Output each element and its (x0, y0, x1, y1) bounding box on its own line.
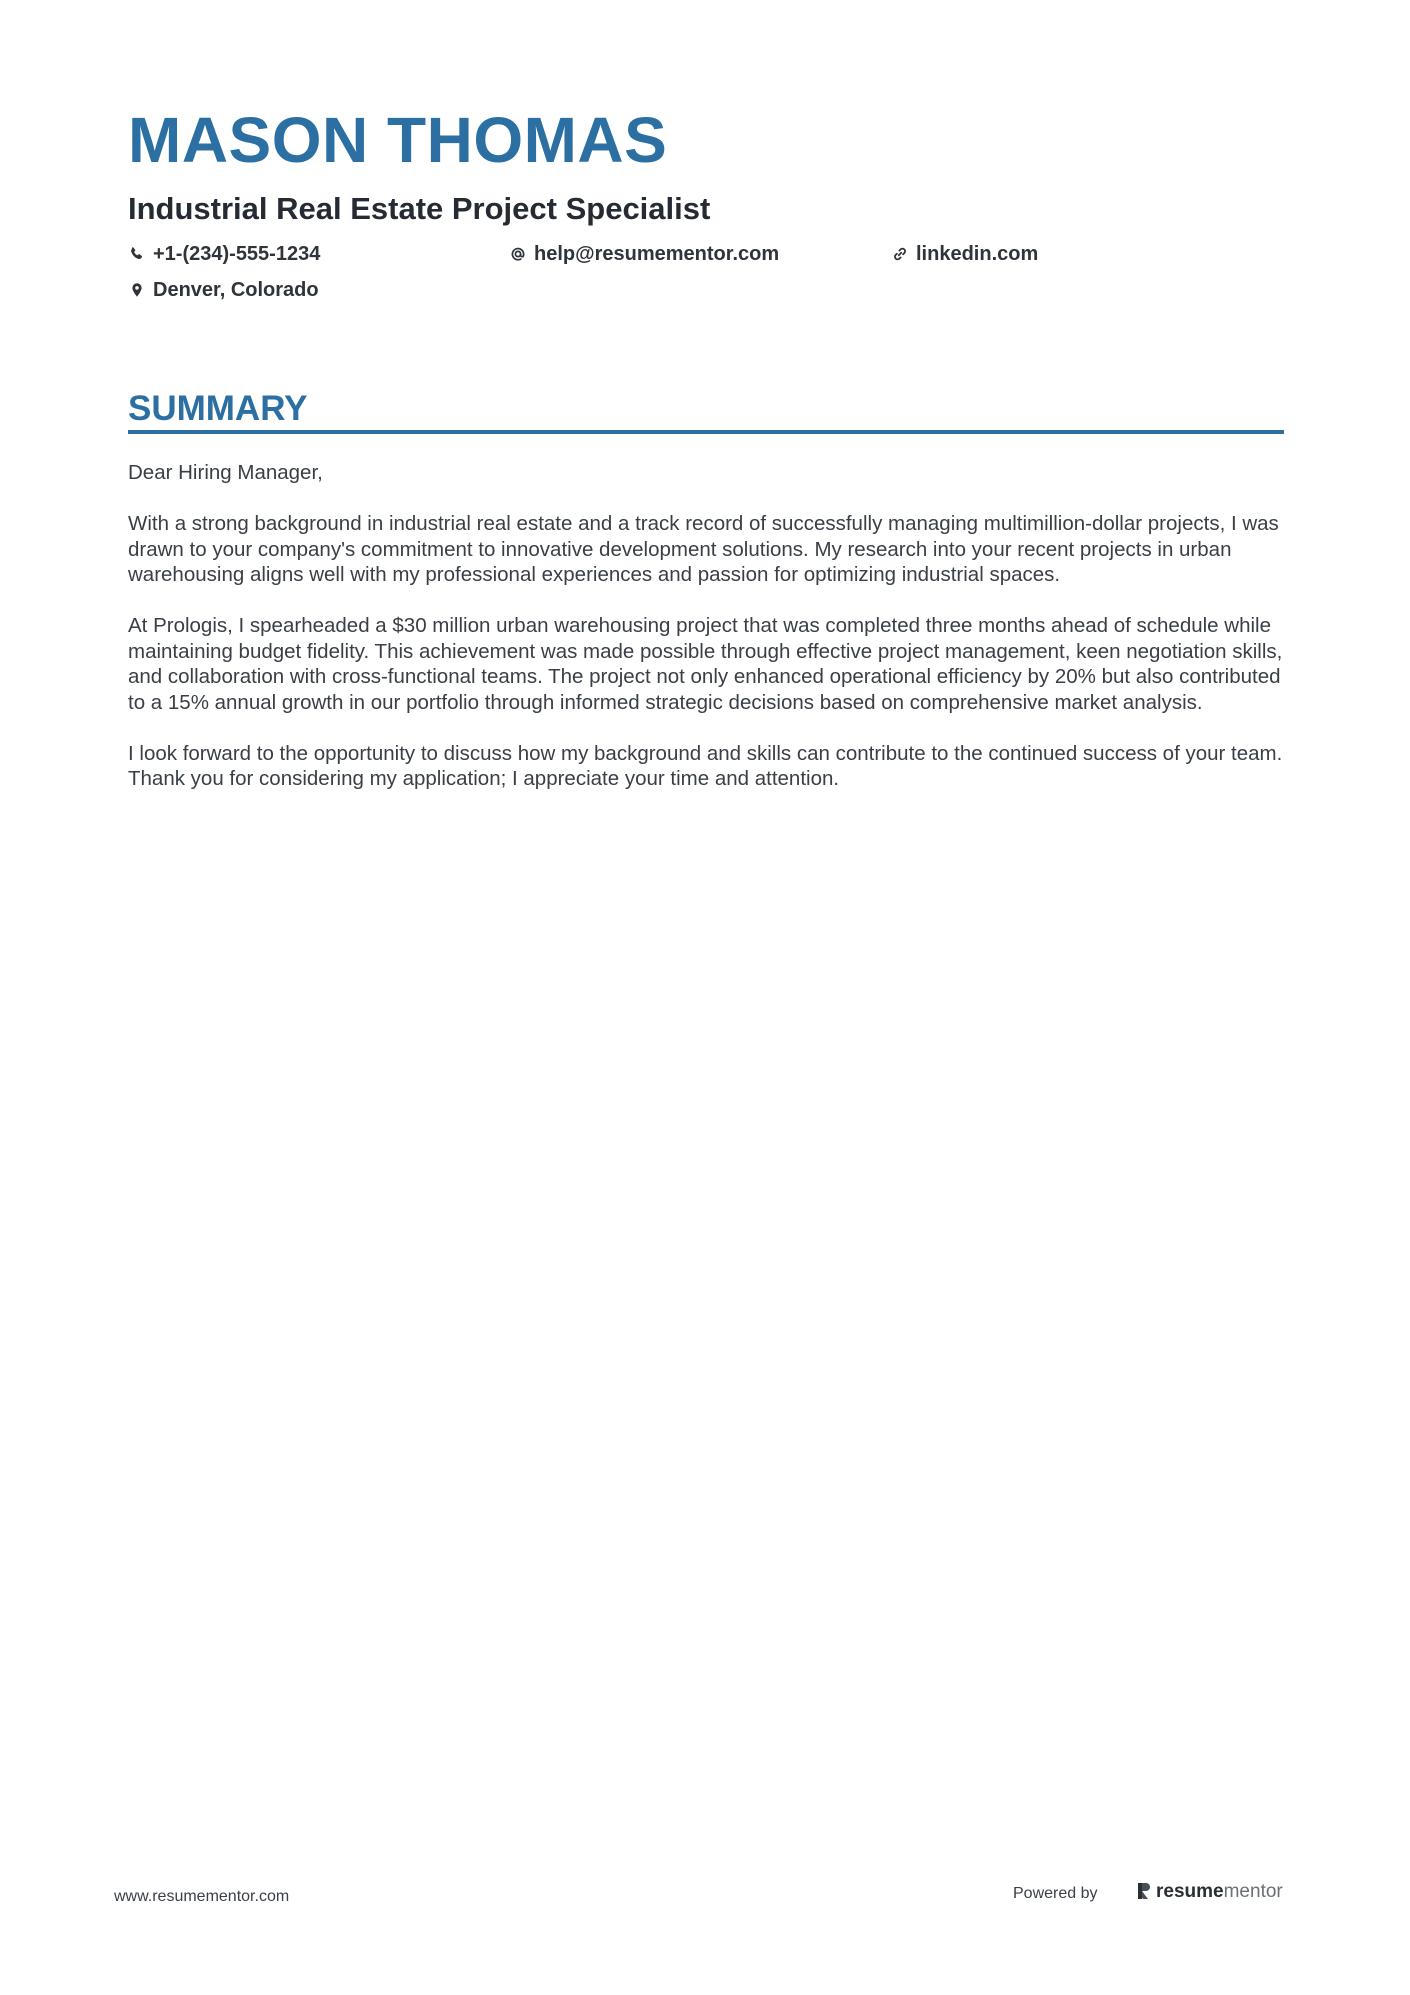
contact-email[interactable] (509, 244, 779, 264)
phone-icon (128, 245, 146, 263)
contact-phone (128, 244, 320, 264)
brand-name-part2: mentor (1223, 1880, 1283, 1902)
candidate-name: MASON THOMAS (128, 104, 668, 176)
salutation: Dear Hiring Manager, (128, 461, 323, 484)
link-icon (891, 245, 909, 263)
job-title: Industrial Real Estate Project Specialist (128, 191, 711, 226)
contact-location (128, 280, 319, 300)
brand-name-part1: resume (1156, 1880, 1224, 1902)
resumementor-logo-icon (1136, 1881, 1152, 1901)
location-text: Denver, Colorado (153, 279, 319, 301)
email-text: help@resumementor.com (534, 243, 780, 265)
summary-heading: SUMMARY (128, 389, 308, 428)
contact-linkedin[interactable] (891, 244, 1038, 264)
section-divider (128, 430, 1284, 434)
footer-url[interactable]: www.resumementor.com (114, 1888, 290, 1905)
linkedin-text: linkedin.com (916, 243, 1039, 265)
brand-logo (1136, 1881, 1283, 1901)
at-icon (509, 245, 527, 263)
summary-paragraph: At Prologis, I spearheaded a $30 million urban warehousing project that was completed three months ahead of schedule while maintaining budget fidelity. This achievement was made possible through effective project management, keen negotiation skills, and collaboration with cross-functional teams. The project not only enhanced operational efficiency by 20% but also contributed to a 15% annual growth in our portfolio through informed strategic decisions based on comprehensive market analysis. (128, 614, 1283, 714)
summary-body (128, 460, 1288, 817)
map-pin-icon (128, 281, 146, 299)
powered-by-label: Powered by (1013, 1885, 1098, 1902)
summary-paragraph: With a strong background in industrial real estate and a track record of successfully managing multimillion-dollar projects, I was drawn to your company's commitment to innovative development solutions. My research into your recent projects in urban warehousing aligns well with my professional experiences and passion for optimizing industrial spaces. (128, 512, 1279, 586)
phone-text: +1-(234)-555-1234 (153, 243, 321, 265)
summary-paragraph: I look forward to the opportunity to discuss how my background and skills can contribute to the continued success of your team. Thank you for considering my application; I appreciate your time and attention. (128, 741, 1283, 790)
